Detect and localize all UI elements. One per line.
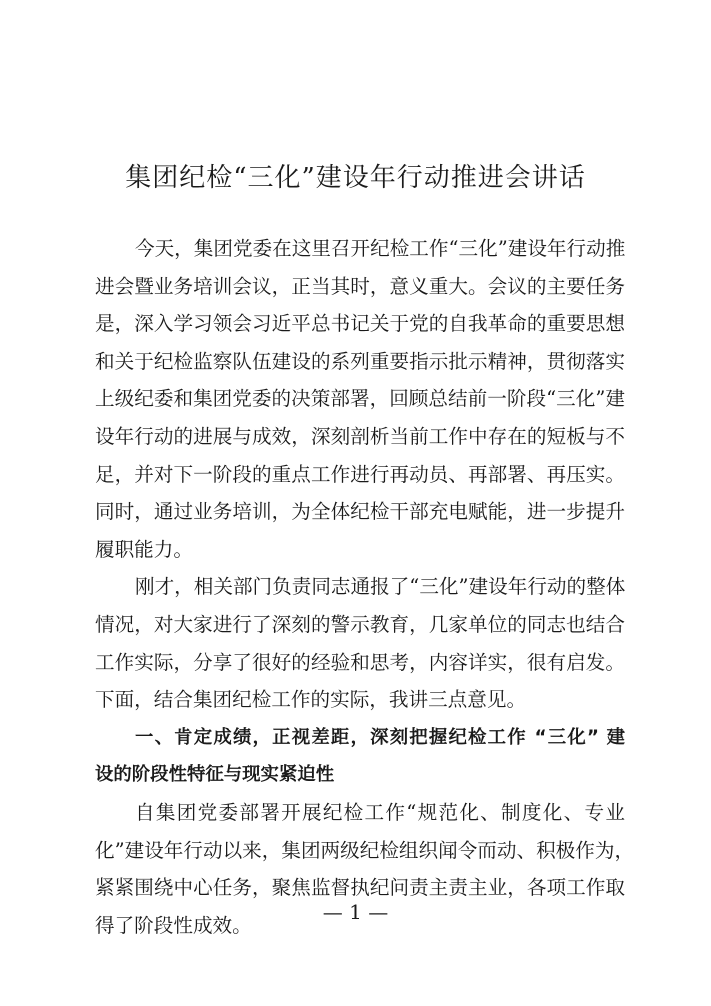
paragraph-line: 同时，通过业务培训，为全体纪检干部充电赋能，进一步提升 (95, 500, 625, 524)
section-heading-line: 设的阶段性特征与现实紧迫性 (95, 764, 335, 786)
paragraph-line: 和关于纪检监察队伍建设的系列重要指示批示精神，贯彻落实 (95, 349, 625, 373)
paragraph-line: 是，深入学习领会习近平总书记关于党的自我革命的重要思想 (95, 312, 625, 336)
paragraph-line: 得了阶段性成效。 (95, 913, 252, 937)
page-number: — 1 — (322, 900, 389, 924)
section-heading-line: 一、肯定成绩，正视差距，深刻把握纪检工作 “三化” 建 (135, 726, 625, 748)
paragraph-line: 足，并对下一阶段的重点工作进行再动员、再部署、再压实。 (95, 462, 625, 486)
paragraph-line: 进会暨业务培训会议，正当其时，意义重大。会议的主要任务 (95, 274, 625, 298)
paragraph-line: 今天，集团党委在这里召开纪检工作“三化”建设年行动推 (135, 237, 626, 260)
paragraph-line: 下面，结合集团纪检工作的实际，我讲三点意见。 (95, 688, 527, 712)
paragraph-line: 自集团党委部署开展纪检工作“规范化、制度化、专业 (135, 800, 625, 824)
paragraph-line: 化”建设年行动以来，集团两级纪检组织闻令而动、积极作为， (95, 838, 635, 862)
paragraph-line: 工作实际，分享了很好的经验和思考，内容详实，很有启发。 (95, 650, 625, 674)
paragraph-line: 设年行动的进展与成效，深刻剖析当前工作中存在的短板与不 (95, 424, 625, 448)
document-title: 集团纪检“三化”建设年行动推进会讲话 (125, 163, 586, 193)
paragraph-line: 情况，对大家进行了深刻的警示教育，几家单位的同志也结合 (95, 612, 625, 636)
paragraph-line: 上级纪委和集团党委的决策部署，回顾总结前一阶段“三化”建 (95, 387, 625, 411)
paragraph-line: 刚才，相关部门负责同志通报了“三化”建设年行动的整体 (135, 575, 626, 599)
paragraph-line: 紧紧围绕中心任务，聚焦监督执纪问责主责主业，各项工作取 (95, 876, 625, 900)
paragraph-line: 履职能力。 (95, 537, 193, 561)
paragraph-opening (95, 230, 635, 944)
